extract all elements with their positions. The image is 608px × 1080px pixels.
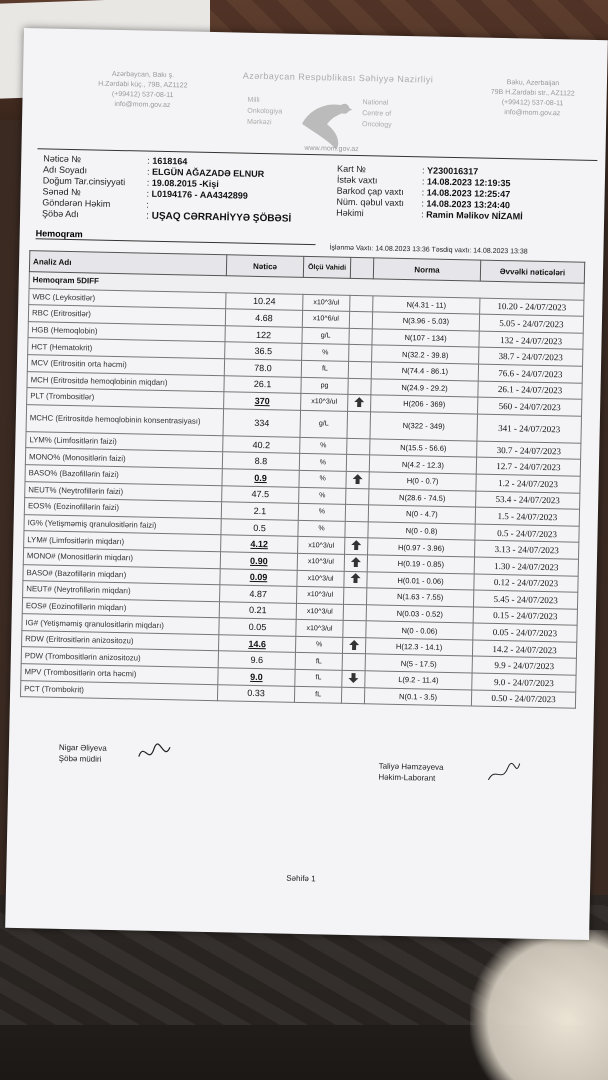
- address-line: (+99412) 537-08-11: [111, 90, 174, 100]
- flag-cell: [344, 554, 367, 571]
- unit-value: x10^3/ul: [297, 570, 344, 588]
- col-header-norm: Norma: [373, 258, 480, 281]
- result-value: 0.9: [222, 469, 299, 487]
- unit-value: %: [298, 520, 345, 538]
- norm-range: H(0.97 - 3.96): [368, 538, 475, 557]
- previous-result: 0.50 - 24/07/2023: [471, 690, 575, 709]
- logo-line: Milli: [247, 96, 260, 104]
- flag-cell: [343, 604, 366, 621]
- unit-value: fL: [301, 360, 348, 378]
- address-line: info@mom.gov.az: [504, 109, 561, 118]
- analysis-name: LYM# (Limfositlərin miqdarı): [24, 531, 221, 552]
- barcode-value: 14.08.2023 12:25:47: [426, 187, 511, 200]
- analysis-name: RDW (Eritrositlərin anizositozu): [22, 630, 219, 651]
- flag-cell: [343, 621, 366, 638]
- previous-result: 0.05 - 24/07/2023: [473, 623, 577, 642]
- previous-result: 1.30 - 24/07/2023: [474, 557, 578, 576]
- analysis-name: RBC (Eritrositlər): [28, 305, 225, 326]
- doctor-label: Həkimi: [336, 207, 364, 219]
- unit-value: x10^3/ul: [297, 553, 344, 571]
- flag-cell: [346, 455, 369, 472]
- analysis-name: NEUT# (Neytrofillərin miqdarı): [23, 581, 220, 602]
- card-label: Kart №: [337, 163, 366, 175]
- address-line: Azərbaycan, Bakı ş.: [111, 70, 175, 80]
- unit-value: x10^3/ul: [298, 537, 345, 555]
- norm-range: N(0.1 - 3.5): [364, 687, 471, 706]
- signature-scribble-icon: [134, 736, 175, 767]
- analysis-name: MPV (Trombositlərin orta həcmi): [21, 664, 218, 685]
- norm-range: N(5 - 17.5): [365, 654, 472, 673]
- signature-right: [378, 761, 443, 784]
- hemogram-table: [20, 250, 585, 709]
- signer-name: Nigar Əliyeva: [58, 742, 107, 753]
- patient-info: Nəticə № : 1618164 Adı Soyadı : ELGÜN AĞAZADƏ ELNUR Doğum Tar.cinsiyyəti : 19.08.2015 -Kişi Sənəd № : L0194176 - AA4342899 Göndərən Həkim : Şöbə Adı : UŞAQ CƏRRAHİYYƏ ŞÖBƏSİ Kart № : Y230016317 İstək vaxtı : 14.08.2023 12:19:35 Barkod çap vaxtı : 14.08.2023 12:25:47 Nüm. qəbul vaxtı : 14.08.2023 13:24:40 Həkimi : Ramin Məlikov NİZAMİ: [36, 148, 598, 251]
- previous-result: 14.2 - 24/07/2023: [472, 640, 576, 659]
- previous-result: 5.05 - 24/07/2023: [479, 314, 583, 333]
- flag-cell: [349, 345, 372, 362]
- col-header-analysis: Analiz Adı: [29, 251, 226, 276]
- page-number: Səhifə 1: [286, 873, 316, 884]
- section-title: Hemoqram: [36, 228, 316, 245]
- logo-line: Onkologiya: [247, 107, 283, 116]
- sample-label: Nüm. qəbul vaxtı: [336, 196, 405, 208]
- header-address-right: [462, 77, 603, 120]
- request-time-label: İstək vaxtı: [336, 174, 378, 186]
- result-value: 9.0: [218, 668, 295, 686]
- result-value: 0.09: [220, 568, 297, 586]
- flag-cell: [348, 361, 371, 378]
- norm-range: N(28.6 - 74.5): [369, 488, 476, 507]
- flag-cell: [347, 438, 370, 455]
- unit-value: fL: [295, 653, 342, 671]
- lab-report-paper: [5, 28, 608, 940]
- background-light: [470, 930, 608, 1080]
- analysis-name: IG# (Yetişməmiş qranulositlərin miqdarı): [22, 614, 219, 635]
- result-value: 10.24: [226, 292, 303, 310]
- norm-range: N(74.4 - 86.1): [371, 362, 478, 381]
- arrow-up-icon: [351, 560, 361, 569]
- norm-range: L(9.2 - 11.4): [365, 671, 472, 690]
- address-line: info@mom.gov.az: [114, 100, 171, 110]
- previous-result: 132 - 24/07/2023: [479, 331, 583, 350]
- result-value: 0.05: [219, 618, 296, 636]
- previous-result: 0.15 - 24/07/2023: [473, 607, 577, 626]
- unit-value: x10^3/ul: [296, 603, 343, 621]
- unit-value: fL: [295, 669, 342, 687]
- analysis-name: PCT (Trombokrit): [20, 680, 217, 701]
- unit-value: x10^3/ul: [297, 586, 344, 604]
- header-address-left: [62, 69, 223, 112]
- analysis-name: NEUT% (Neytrofillərin faizi): [25, 481, 222, 502]
- flag-cell: [349, 312, 372, 329]
- website: www.mom.gov.az: [304, 144, 359, 154]
- flag-cell: [344, 587, 367, 604]
- previous-result: 3.13 - 24/07/2023: [475, 540, 579, 559]
- patient-name: ELGÜN AĞAZADƏ ELNUR: [151, 166, 265, 180]
- dept-value: UŞAQ CƏRRAHİYYƏ ŞÖBƏSİ: [151, 210, 292, 225]
- result-value: 122: [225, 326, 302, 344]
- result-value: 0.21: [219, 601, 296, 619]
- signature-scribble-icon: [483, 758, 524, 789]
- previous-result: 5.45 - 24/07/2023: [473, 590, 577, 609]
- analysis-name: IG% (Yetişməmiş qranulositlərin faizi): [24, 514, 221, 535]
- arrow-up-icon: [349, 643, 359, 652]
- result-value: 47.5: [222, 485, 299, 503]
- birth-label: Doğum Tar.cinsiyyəti: [42, 175, 126, 188]
- unit-value: x10^3/ul: [301, 394, 348, 412]
- signer-role: Həkim-Laborant: [378, 772, 436, 783]
- col-header-previous: Əvvəlki nəticələri: [480, 260, 584, 283]
- analysis-name: HCT (Hematokrit): [28, 338, 225, 359]
- result-value: 0.90: [220, 552, 297, 570]
- result-value: 78.0: [224, 359, 301, 377]
- analysis-name: BASO# (Bazofillərin miqdarı): [23, 564, 220, 585]
- result-value: 14.6: [218, 635, 295, 653]
- analysis-name: MCH (Eritrositdə hemoqlobinin miqdarı): [27, 371, 224, 392]
- previous-result: 341 - 24/07/2023: [477, 414, 582, 443]
- previous-result: 26.1 - 24/07/2023: [478, 381, 582, 400]
- analysis-name: LYM% (Limfositlərin faizi): [26, 431, 223, 452]
- norm-range: H(0 - 0.7): [369, 472, 476, 491]
- unit-value: %: [300, 437, 347, 455]
- result-value: 4.12: [221, 535, 298, 553]
- result-value: 370: [224, 392, 301, 410]
- result-value: 26.1: [224, 375, 301, 393]
- ministry-title: Azərbaycan Respublikası Səhiyyə Nazirliyi: [242, 70, 434, 85]
- analysis-name: HGB (Hemoqlobin): [28, 321, 225, 342]
- analysis-name: EOS% (Eozinofillərin faizi): [24, 498, 221, 519]
- unit-value: x10^6/ul: [302, 311, 349, 329]
- result-value: 9.6: [218, 651, 295, 669]
- previous-result: 30.7 - 24/07/2023: [477, 441, 581, 460]
- norm-range: N(4.2 - 12.3): [369, 455, 476, 474]
- subheader-label: Hemoqram 5DIFF: [29, 272, 584, 300]
- logo-text-left: [247, 95, 283, 129]
- unit-value: %: [295, 636, 342, 654]
- norm-range: H(0.01 - 0.06): [367, 571, 474, 590]
- previous-result: 9.0 - 24/07/2023: [472, 673, 576, 692]
- flag-cell: [345, 538, 368, 555]
- flag-cell: [350, 295, 373, 312]
- doc-value: L0194176 - AA4342899: [151, 188, 248, 201]
- sender-label: Göndərən Həkim: [42, 197, 111, 209]
- unit-value: %: [299, 487, 346, 505]
- flag-cell: [348, 395, 371, 412]
- norm-range: N(0.03 - 0.52): [366, 604, 473, 623]
- signature-left: [59, 742, 107, 765]
- card-value: Y230016317: [427, 165, 479, 177]
- previous-result: 53.4 - 24/07/2023: [476, 491, 580, 510]
- logo-line: Centre of: [362, 110, 392, 118]
- previous-result: 0.12 - 24/07/2023: [474, 574, 578, 593]
- flag-cell: [346, 488, 369, 505]
- arrow-down-icon: [348, 676, 358, 685]
- norm-range: N(0 - 0.06): [366, 621, 473, 640]
- sample-value: 14.08.2023 13:24:40: [426, 198, 511, 211]
- address-line: Baku, Azerbaijan: [506, 79, 560, 88]
- previous-result: 560 - 24/07/2023: [478, 397, 582, 416]
- col-header-unit: Ölçü Vahidi: [303, 256, 350, 278]
- unit-value: fL: [294, 686, 341, 704]
- name-label: Adı Soyadı: [42, 164, 88, 176]
- norm-range: N(107 - 134): [372, 329, 479, 348]
- previous-result: 10.20 - 24/07/2023: [480, 298, 584, 317]
- unit-value: x10^3/ul: [303, 294, 350, 312]
- analysis-name: WBC (Leykositlər): [29, 288, 226, 309]
- result-value: 8.8: [222, 452, 299, 470]
- previous-result: 1.2 - 24/07/2023: [476, 474, 580, 493]
- analysis-name: PDW (Trombositlərin anizositozu): [21, 647, 218, 668]
- result-value: 334: [223, 409, 301, 438]
- previous-result: 38.7 - 24/07/2023: [479, 347, 583, 366]
- unit-value: %: [302, 344, 349, 362]
- flag-cell: [342, 654, 365, 671]
- norm-range: N(322 - 349): [370, 412, 478, 441]
- analysis-name: MONO% (Monositlərin faizi): [25, 448, 222, 469]
- arrow-up-icon: [351, 543, 361, 552]
- result-value: 0.33: [217, 684, 294, 702]
- analysis-name: BASO% (Bazofillərin faizi): [25, 465, 222, 486]
- logo-line: National: [362, 99, 389, 107]
- previous-result: 76.6 - 24/07/2023: [478, 364, 582, 383]
- flag-cell: [346, 471, 369, 488]
- flag-cell: [342, 670, 365, 687]
- norm-range: H(206 - 369): [371, 395, 478, 414]
- flag-cell: [344, 571, 367, 588]
- unit-value: %: [298, 503, 345, 521]
- signer-name: Taliyə Həmzəyeva: [378, 761, 444, 772]
- flag-cell: [341, 687, 364, 704]
- result-value: 40.2: [223, 436, 300, 454]
- unit-value: x10^3/ul: [296, 620, 343, 638]
- flag-cell: [345, 504, 368, 521]
- previous-result: 12.7 - 24/07/2023: [476, 457, 580, 476]
- signer-role: Şöbə müdiri: [58, 753, 102, 764]
- col-header-result: Nəticə: [226, 255, 303, 278]
- unit-value: g/L: [300, 410, 348, 438]
- arrow-up-icon: [352, 477, 362, 486]
- flag-cell: [349, 328, 372, 345]
- arrow-up-icon: [350, 576, 360, 585]
- result-value: 36.5: [225, 342, 302, 360]
- norm-range: N(24.9 - 29.2): [371, 378, 478, 397]
- flag-cell: [342, 637, 365, 654]
- norm-range: H(12.3 - 14.1): [365, 638, 472, 657]
- col-header-flag: [350, 257, 373, 278]
- norm-range: N(3.96 - 5.03): [372, 312, 479, 331]
- unit-value: %: [299, 470, 346, 488]
- unit-value: g/L: [302, 327, 349, 345]
- norm-range: N(0 - 4.7): [368, 505, 475, 524]
- analysis-name: EOS# (Eozinofillərin miqdarı): [22, 597, 219, 618]
- logo-text-right: [362, 97, 392, 131]
- result-no-label: Nəticə №: [43, 153, 82, 165]
- doctor-value: Ramin Məlikov NİZAMİ: [426, 209, 523, 222]
- flag-cell: [348, 378, 371, 395]
- previous-result: 0.5 - 24/07/2023: [475, 524, 579, 543]
- logo-line: Oncology: [361, 121, 392, 129]
- unit-value: %: [299, 454, 346, 472]
- norm-range: H(0.19 - 0.85): [367, 555, 474, 574]
- result-no-value: 1618164: [152, 155, 188, 167]
- address-line: (+99412) 537-08-11: [501, 99, 564, 108]
- previous-result: 9.9 - 24/07/2023: [472, 656, 576, 675]
- arrow-up-icon: [354, 400, 364, 409]
- analysis-name: MONO# (Monositlərin miqdarı): [23, 548, 220, 569]
- processing-times: İşlənmə Vaxtı: 14.08.2023 13:36 Təsdiq vaxtı: 14.08.2023 13:38: [329, 244, 528, 256]
- address-line: H.Zərdabi küç., 79B, AZ1122: [98, 80, 188, 90]
- analysis-name: MCV (Eritrositin orta həcmi): [27, 355, 224, 376]
- request-time-value: 14.08.2023 12:19:35: [426, 176, 511, 189]
- address-line: 79B H.Zardabi str., AZ1122: [490, 88, 575, 98]
- previous-result: 1.5 - 24/07/2023: [475, 507, 579, 526]
- birth-value: 19.08.2015 -Kişi: [151, 177, 219, 190]
- norm-range: N(32.2 - 39.8): [372, 345, 479, 364]
- analysis-name: MCHC (Eritrositdə hemoqlobinin konsentrasiyası): [26, 404, 224, 435]
- unit-value: pg: [301, 377, 348, 395]
- result-value: 4.68: [225, 309, 302, 327]
- flag-cell: [347, 411, 371, 438]
- norm-range: N(1.63 - 7.55): [367, 588, 474, 607]
- doc-label: Sənəd №: [42, 186, 81, 198]
- norm-range: N(0 - 0.8): [368, 522, 475, 541]
- result-value: 2.1: [221, 502, 298, 520]
- norm-range: N(4.31 - 11): [373, 295, 480, 314]
- dept-label: Şöbə Adı: [42, 208, 79, 220]
- flag-cell: [345, 521, 368, 538]
- result-value: 0.5: [221, 518, 298, 536]
- result-value: 4.87: [220, 585, 297, 603]
- barcode-label: Barkod çap vaxtı: [336, 185, 404, 197]
- analysis-name: PLT (Trombositlər): [27, 388, 224, 409]
- norm-range: N(15.5 - 56.6): [370, 439, 477, 458]
- logo-line: Mərkəzi: [247, 118, 272, 127]
